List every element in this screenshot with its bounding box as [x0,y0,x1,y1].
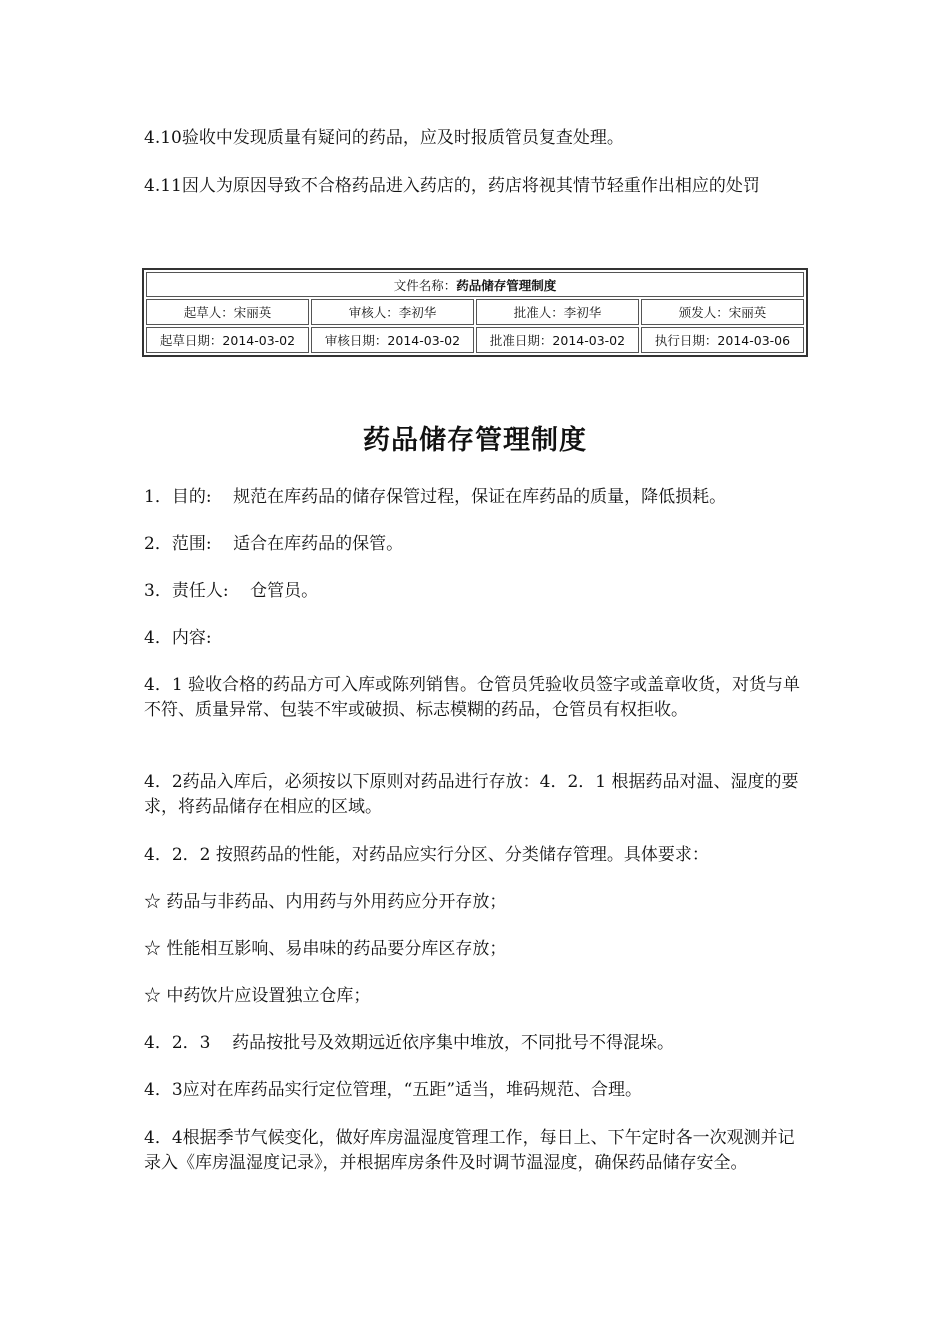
issuer-cell: 颁发人：宋丽英 [641,299,804,325]
paragraph-4-10: 4.10验收中发现质量有疑问的药品，应及时报质管员复查处理。 [144,128,624,148]
paragraph-4-1: 4．1 验收合格的药品方可入库或陈列销售。仓管员凭验收员签字或盖章收货，对货与单不符、质量异常、包装不牢或破损、标志模糊的药品，仓管员有权拒收。 [144,675,801,720]
table-row [146,327,804,353]
paragraph-4-2: 4．2药品入库后，必须按以下原则对药品进行存放：4．2．1 根据药品对温、湿度的要求，将药品储存在相应的区域。 [144,772,799,817]
file-name-cell [146,272,804,297]
page-title: 药品储存管理制度 [363,425,587,456]
exec-date-cell: 执行日期：2014-03-06 [641,327,804,353]
paragraph-scope: 2．范围: 适合在库药品的保管。 [144,534,404,554]
paragraph-4-11: 4.11因人为原因导致不合格药品进入药店的，药店将视其情节轻重作出相应的处罚 [144,176,760,196]
approver-cell: 批准人：李初华 [476,299,639,325]
paragraph-content: 4．内容: [144,628,212,648]
paragraph-4-2-2: 4．2．2 按照药品的性能，对药品应实行分区、分类储存管理。具体要求： [144,845,709,865]
drafter-cell: 起草人：宋丽英 [146,299,309,325]
paragraph-4-3: 4．3应对在库药品实行定位管理，“五距”适当，堆码规范、合理。 [144,1080,643,1100]
list-item-star-3: ☆ 中药饮片应设置独立仓库； [144,986,371,1006]
paragraph-4-2-3: 4．2．3 药品按批号及效期远近依序集中堆放，不同批号不得混垛。 [144,1033,675,1053]
approve-date-cell: 批准日期：2014-03-02 [476,327,639,353]
draft-date-cell: 起草日期：2014-03-02 [146,327,309,353]
file-name-value: 药品储存管理制度 [456,277,557,293]
file-name-label: 文件名称： [393,277,457,293]
list-item-star-1: ☆ 药品与非药品、内用药与外用药应分开存放； [144,892,507,912]
list-item-star-2: ☆ 性能相互影响、易串味的药品要分库区存放； [144,939,507,959]
paragraph-4-4: 4．4根据季节气候变化，做好库房温湿度管理工作，每日上、下午定时各一次观测并记录入《库房温湿度记录》，并根据库房条件及时调节温湿度，确保药品储存安全。 [144,1128,795,1173]
paragraph-responsible: 3．责任人: 仓管员。 [144,581,319,601]
document-info-table [142,268,808,357]
review-date-cell: 审核日期：2014-03-02 [311,327,474,353]
paragraph-purpose: 1．目的: 规范在库药品的储存保管过程，保证在库药品的质量，降低损耗。 [144,487,727,507]
table-row [146,299,804,325]
table-row [146,272,804,297]
reviewer-cell: 审核人：李初华 [311,299,474,325]
